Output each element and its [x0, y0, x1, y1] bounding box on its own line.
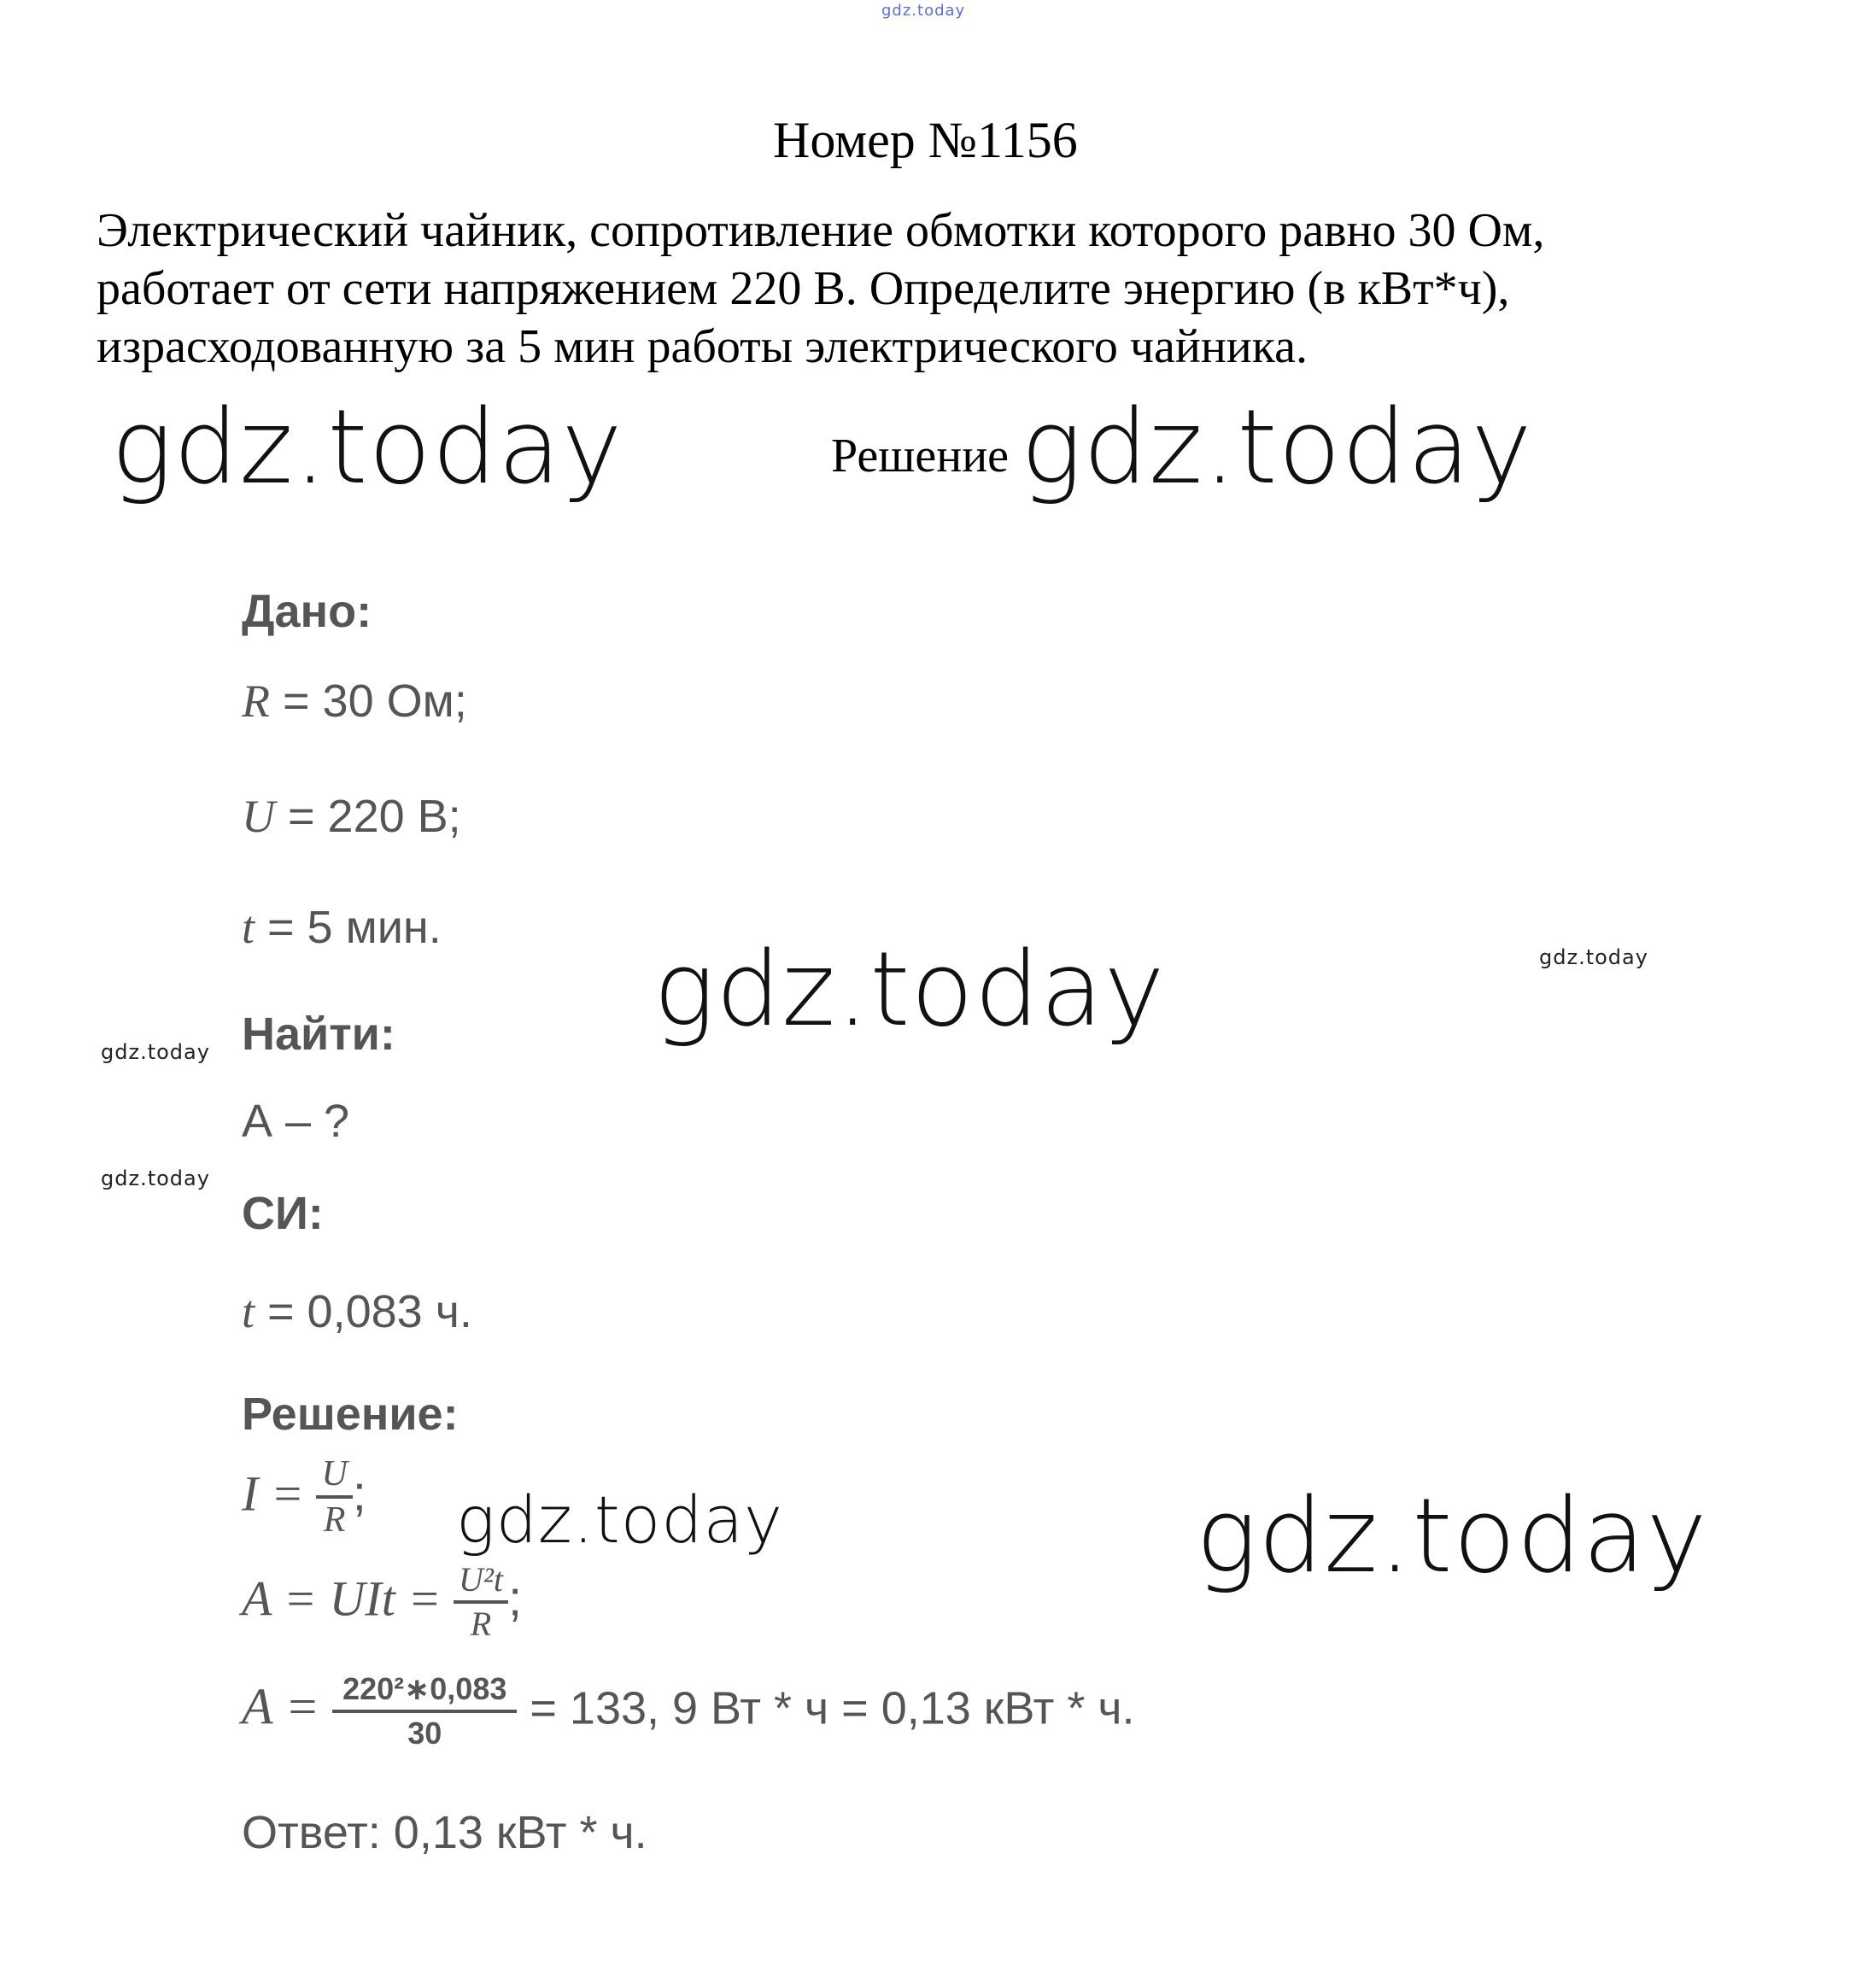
given-r: R = 30 Ом; [242, 675, 467, 727]
watermark-small: gdz.today [101, 1040, 210, 1064]
given-label: Дано: [242, 586, 372, 637]
formula-current: I = $\frac{U}{R}$ ; [242, 1454, 366, 1540]
watermark-large: gdz.today [1196, 1477, 1708, 1596]
given-u: U = 220 В; [242, 791, 461, 842]
task-line: израсходованную за 5 мин работы электрического чайника. [97, 320, 1308, 373]
task-statement [97, 202, 1762, 376]
watermark-small: gdz.today [1539, 945, 1648, 969]
watermark-large: gdz.today [111, 389, 623, 507]
answer: Ответ: 0,13 кВт * ч. [242, 1807, 647, 1858]
watermark-large: gdz.today [653, 931, 1166, 1050]
find-label: Найти: [242, 1009, 395, 1060]
page-title: Номер №1156 [773, 112, 1078, 168]
task-line: работает от сети напряжением 220 В. Определите энергию (в кВт*ч), [97, 262, 1510, 315]
watermark-large: gdz.today [1021, 389, 1533, 507]
watermark-top: gdz.today [881, 2, 966, 20]
watermark-medium: gdz.today [456, 1482, 783, 1558]
formula-calculation: A = $\frac{\text{220²∗0,083}}{30}$ = 133, 9 Вт * ч = 0,13 кВт * ч. [242, 1671, 1135, 1751]
var-r: R [242, 675, 270, 727]
fraction: $\frac{\text{U²t}}{R}$ [454, 1563, 508, 1641]
solution-heading: Решение [831, 430, 1010, 482]
si-label: СИ: [242, 1188, 324, 1239]
solve-label: Решение: [242, 1389, 459, 1440]
formula-work: A = UIt = $\frac{\text{U²t}}{R}$ ; [242, 1560, 523, 1643]
si-value: t = 0,083 ч. [242, 1286, 472, 1337]
watermark-small: gdz.today [101, 1166, 210, 1190]
var-t: t [242, 902, 255, 953]
given-t: t = 5 мин. [242, 902, 442, 953]
fraction: $\frac{U}{R}$ [316, 1456, 352, 1538]
var-u: U [242, 791, 275, 842]
task-line: Электрический чайник, сопротивление обмотки которого равно 30 Ом, [97, 204, 1545, 257]
fraction: $\frac{\text{220²∗0,083}}{30}$ [332, 1674, 517, 1749]
find-value: А – ? [242, 1096, 350, 1147]
